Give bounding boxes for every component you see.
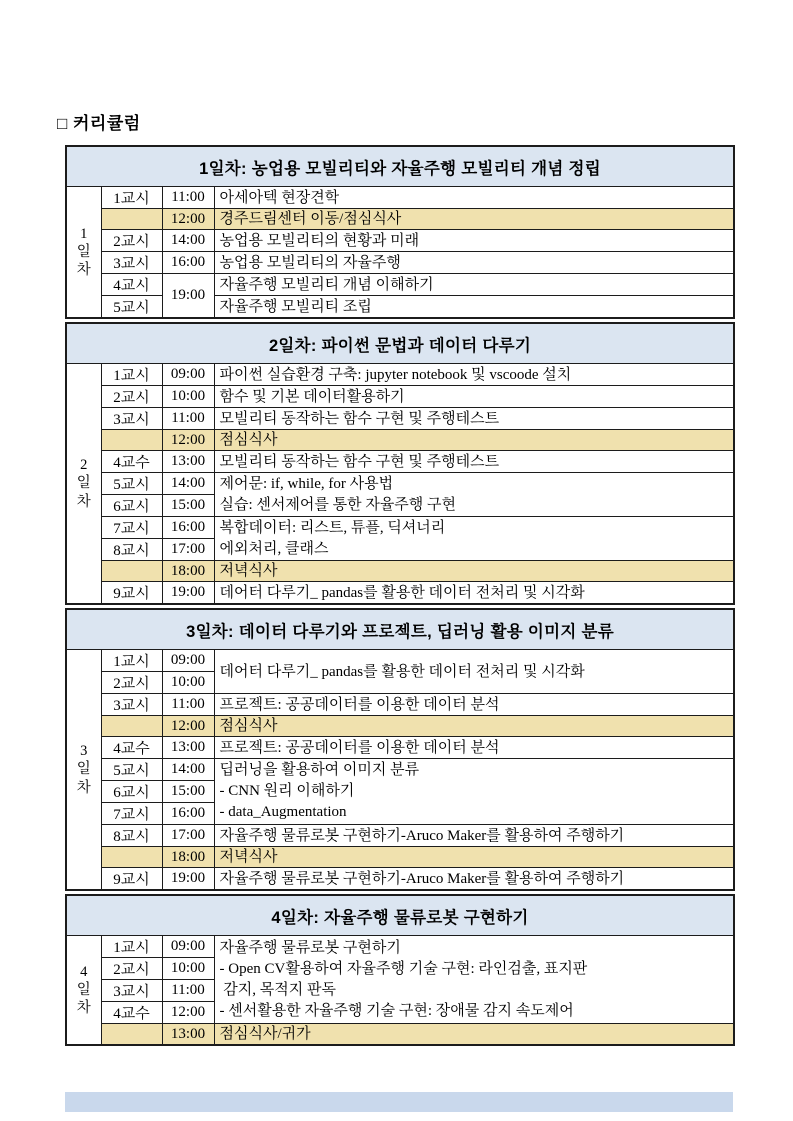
- content-cell: 함수 및 기본 데이터활용하기: [214, 386, 734, 408]
- content-cell: 데어터 다루기_ pandas를 활용한 데이터 전처리 및 시각화: [214, 582, 734, 605]
- schedule-row: [66, 252, 734, 274]
- schedule-row: [66, 274, 734, 296]
- schedule-row: [66, 364, 734, 386]
- day-label: 1 일 차: [66, 187, 101, 319]
- period-cell: 2교시: [101, 386, 162, 408]
- schedule-row: [66, 582, 734, 605]
- schedule-row: [66, 694, 734, 716]
- time-cell: 17:00: [162, 825, 214, 847]
- time-cell: 11:00: [162, 980, 214, 1002]
- schedule-row: [66, 936, 734, 958]
- period-cell: 6교시: [101, 781, 162, 803]
- time-cell: 12:00: [162, 430, 214, 451]
- content-cell: 경주드림센터 이동/점심식사: [214, 209, 734, 230]
- schedule-row: [66, 517, 734, 539]
- time-cell: 19:00: [162, 868, 214, 891]
- time-cell: 19:00: [162, 582, 214, 605]
- content-cell: 자율주행 모빌리티 개념 이해하기: [214, 274, 734, 296]
- schedule-row: [66, 473, 734, 495]
- period-cell: 1교시: [101, 364, 162, 386]
- schedule-row: [66, 561, 734, 582]
- time-cell: 18:00: [162, 561, 214, 582]
- content-cell: 모빌리티 동작하는 함수 구현 및 주행테스트: [214, 408, 734, 430]
- content-cell: 프로젝트: 공공데이터를 이용한 데이터 분석: [214, 737, 734, 759]
- time-cell: 17:00: [162, 539, 214, 561]
- period-cell: [101, 847, 162, 868]
- content-cell: 저녁식사: [214, 847, 734, 868]
- time-cell: 11:00: [162, 694, 214, 716]
- day-header: 3일차: 데이터 다루기와 프로젝트, 딥러닝 활용 이미지 분류: [66, 609, 734, 650]
- schedule-row: [66, 650, 734, 672]
- content-cell: 점심식사/귀가: [214, 1024, 734, 1046]
- day-table: [65, 145, 735, 319]
- content-cell: 아세아텍 현장견학: [214, 187, 734, 209]
- day-header: 2일차: 파이썬 문법과 데이터 다루기: [66, 323, 734, 364]
- schedule-row: [66, 847, 734, 868]
- period-cell: 4교수: [101, 451, 162, 473]
- curriculum-tables: [65, 145, 733, 1049]
- content-cell: 모빌리티 동작하는 함수 구현 및 주행테스트: [214, 451, 734, 473]
- time-cell: 19:00: [162, 274, 214, 319]
- content-cell: 자율주행 물류로봇 구현하기 - Open CV활용하여 자율주행 기술 구현: 라인검출, 표지판 감지, 목적지 판독 - 센서활용한 자율주행 기술 구현: 장애물 감지 속도제어: [214, 936, 734, 1024]
- content-cell: 점심식사: [214, 716, 734, 737]
- time-cell: 10:00: [162, 386, 214, 408]
- day-table: [65, 894, 735, 1046]
- content-cell: 농업용 모빌리티의 자율주행: [214, 252, 734, 274]
- period-cell: 7교시: [101, 803, 162, 825]
- day-table: [65, 608, 735, 891]
- time-cell: 14:00: [162, 759, 214, 781]
- period-cell: 3교시: [101, 408, 162, 430]
- time-cell: 15:00: [162, 495, 214, 517]
- time-cell: 14:00: [162, 473, 214, 495]
- period-cell: 1교시: [101, 650, 162, 672]
- content-cell: 데어터 다루기_ pandas를 활용한 데이터 전처리 및 시각화: [214, 650, 734, 694]
- day-table: [65, 322, 735, 605]
- period-cell: 5교시: [101, 296, 162, 319]
- period-cell: 9교시: [101, 582, 162, 605]
- day-label: 4 일 차: [66, 936, 101, 1046]
- period-cell: 3교시: [101, 694, 162, 716]
- period-cell: 5교시: [101, 759, 162, 781]
- period-cell: 5교시: [101, 473, 162, 495]
- content-cell: 자율주행 모빌리티 조립: [214, 296, 734, 319]
- time-cell: 12:00: [162, 716, 214, 737]
- time-cell: 16:00: [162, 252, 214, 274]
- period-cell: 1교시: [101, 936, 162, 958]
- content-cell: 저녁식사: [214, 561, 734, 582]
- day-label: 2 일 차: [66, 364, 101, 605]
- time-cell: 13:00: [162, 1024, 214, 1046]
- period-cell: 9교시: [101, 868, 162, 891]
- time-cell: 16:00: [162, 517, 214, 539]
- content-cell: 자율주행 물류로봇 구현하기-Aruco Maker를 활용하여 주행하기: [214, 825, 734, 847]
- period-cell: 2교시: [101, 958, 162, 980]
- day-header: 4일차: 자율주행 물류로봇 구현하기: [66, 895, 734, 936]
- schedule-row: [66, 230, 734, 252]
- period-cell: 1교시: [101, 187, 162, 209]
- time-cell: 10:00: [162, 958, 214, 980]
- time-cell: 16:00: [162, 803, 214, 825]
- day-label: 3 일 차: [66, 650, 101, 891]
- day-header: 1일차: 농업용 모빌리티와 자율주행 모빌리티 개념 정립: [66, 146, 734, 187]
- time-cell: 11:00: [162, 187, 214, 209]
- schedule-row: [66, 716, 734, 737]
- period-cell: 3교시: [101, 980, 162, 1002]
- content-cell: 프로젝트: 공공데이터를 이용한 데이터 분석: [214, 694, 734, 716]
- period-cell: 8교시: [101, 539, 162, 561]
- schedule-row: [66, 737, 734, 759]
- time-cell: 12:00: [162, 209, 214, 230]
- period-cell: 6교시: [101, 495, 162, 517]
- period-cell: 4교수: [101, 1002, 162, 1024]
- schedule-row: [66, 386, 734, 408]
- period-cell: 4교시: [101, 274, 162, 296]
- period-cell: [101, 716, 162, 737]
- period-cell: 2교시: [101, 230, 162, 252]
- next-page-table-edge: [65, 1092, 733, 1112]
- curriculum-section-title: □ 커리큘럼: [57, 114, 141, 133]
- content-cell: 제어문: if, while, for 사용법 실습: 센서제어를 통한 자율주행 구현: [214, 473, 734, 517]
- time-cell: 18:00: [162, 847, 214, 868]
- content-cell: 점심식사: [214, 430, 734, 451]
- time-cell: 10:00: [162, 672, 214, 694]
- period-cell: [101, 561, 162, 582]
- period-cell: 7교시: [101, 517, 162, 539]
- content-cell: 자율주행 물류로봇 구현하기-Aruco Maker를 활용하여 주행하기: [214, 868, 734, 891]
- time-cell: 15:00: [162, 781, 214, 803]
- time-cell: 09:00: [162, 650, 214, 672]
- schedule-row: [66, 868, 734, 891]
- content-cell: 파이썬 실습환경 구축: jupyter notebook 및 vscoode 설치: [214, 364, 734, 386]
- time-cell: 09:00: [162, 936, 214, 958]
- period-cell: 8교시: [101, 825, 162, 847]
- content-cell: 농업용 모빌리티의 현황과 미래: [214, 230, 734, 252]
- period-cell: 2교시: [101, 672, 162, 694]
- schedule-row: [66, 451, 734, 473]
- schedule-row: [66, 187, 734, 209]
- period-cell: 4교수: [101, 737, 162, 759]
- period-cell: [101, 209, 162, 230]
- period-cell: 3교시: [101, 252, 162, 274]
- schedule-row: [66, 759, 734, 781]
- schedule-row: [66, 209, 734, 230]
- time-cell: 12:00: [162, 1002, 214, 1024]
- time-cell: 14:00: [162, 230, 214, 252]
- time-cell: 13:00: [162, 737, 214, 759]
- schedule-row: [66, 1024, 734, 1046]
- period-cell: [101, 430, 162, 451]
- period-cell: [101, 1024, 162, 1046]
- content-cell: 복합데이터: 리스트, 튜플, 딕셔너리 에외처리, 클래스: [214, 517, 734, 561]
- time-cell: 09:00: [162, 364, 214, 386]
- time-cell: 11:00: [162, 408, 214, 430]
- schedule-row: [66, 430, 734, 451]
- time-cell: 13:00: [162, 451, 214, 473]
- content-cell: 딥러닝을 활용하여 이미지 분류 - CNN 원리 이해하기 - data_Augmentation: [214, 759, 734, 825]
- schedule-row: [66, 408, 734, 430]
- schedule-row: [66, 825, 734, 847]
